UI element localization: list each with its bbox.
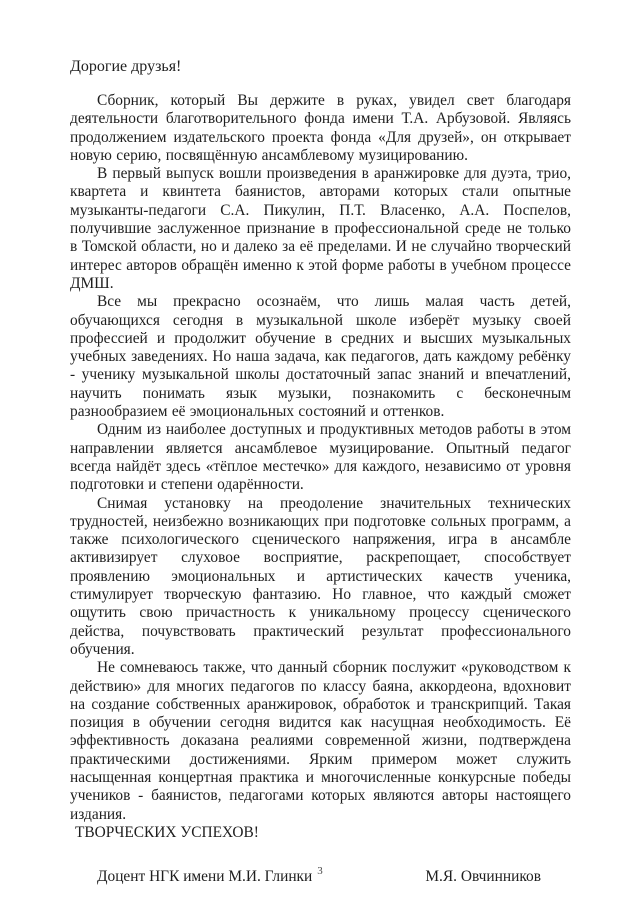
page-content [70,57,571,886]
paragraph-collection-value: Не сомневаюсь также, что данный сборник послужит «руководством к действию» для многих педагогов по классу баяна, аккордеона, вдохновит на создание собственных аранжировок, обработок и транскрипций. Такая позиция в обучении сегодня видится как насущная необходимость. Её эффективность доказана реалиями современной жизни, подтверждена практическими достижениями. Ярким примером может служить насыщенная концертная практика и многочисленные конкурсные победы учеников - баянистов, педагогами которых являются авторы настоящего издания. [70,659,571,823]
closing-wish: ТВОРЧЕСКИХ УСПЕХОВ! [75,823,259,841]
paragraph-ensemble-method: Одним из наиболее доступных и продуктивных методов работы в этом направлении является ансамблевое музицирование. Опытный педагог всегда найдёт здесь «тёплое местечко» для каждого, независимо от уровня подготовки и степени одарённости. [70,421,571,494]
paragraph-music-school-goals: Все мы прекрасно осознаём, что лишь малая часть детей, обучающихся сегодня в музыкальной школе изберёт музыку своей профессией и продолжит обучение в средних и высших музыкальных учебных заведениях. Но наша задача, как педагогов, дать каждому ребёнку - ученику музыкальной школы достаточный запас знаний и впечатлений, научить понимать язык музыки, познакомить с бесконечным разнообразием её эмоциональных состояний и оттенков. [70,293,571,421]
signature-name: М.Я. Овчинников [425,868,541,886]
paragraph-intro-fund: Сборник, который Вы держите в руках, увидел свет благодаря деятельности благотворительного фонда имени Т.А. Арбузовой. Являясь продолжением издательского проекта фонда «Для друзей», он открывает новую серию, посвящённую ансамблевому музицированию. [70,92,571,164]
page-number: 3 [317,865,323,877]
signature-position: Доцент НГК имени М.И. Глинки [97,868,313,886]
greeting-line: Дорогие друзья! [70,58,182,75]
paragraph-first-issue-authors: В первый выпуск вошли произведения в аранжировке для дуэта, трио, квартета и квинтета баянистов, авторами которых стали опытные музыканты-педагоги С.А. Пикулин, П.Т. Власенко, А.А. Поспелов, получившие заслуженное признание в профессиональной среде не только в Томской области, но и далеко за её пределами. И не случайно творческий интерес авторов обращён именно к этой форме работы в учебном процессе ДМШ. [70,165,571,292]
paragraph-ensemble-benefits: Снимая установку на преодоление значительных технических трудностей, неизбежно возникающих при подготовке сольных программ, а также психологического сценического напряжения, игра в ансамбле активизирует слуховое восприятие, раскрепощает, способствует проявлению эмоциональных и артистических качеств ученика, стимулирует творческую фантазию. Но главное, что каждый сможет ощутить свою причастность к уникальному процессу сценического действа, почувствовать практический результат профессионального обучения. [70,494,571,658]
